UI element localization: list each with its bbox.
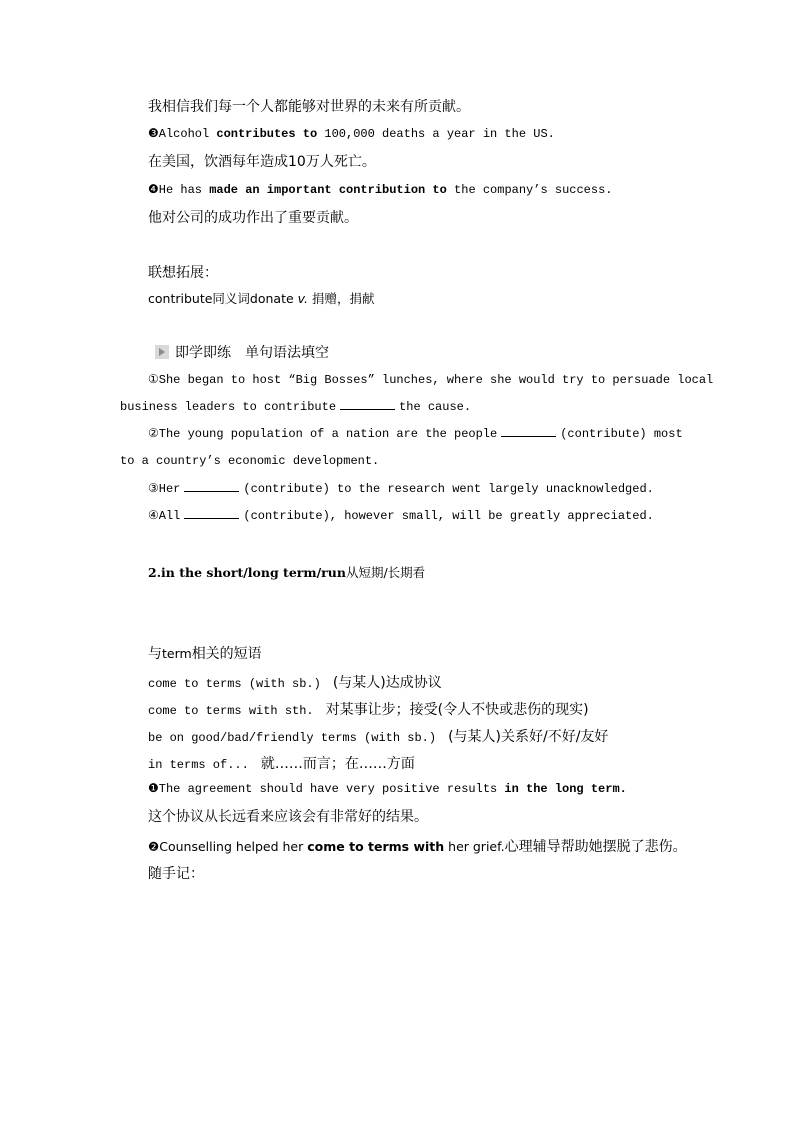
phrase-item: in terms of... 就……而言；在……方面 bbox=[148, 756, 415, 772]
translation: 他对公司的成功作出了重要贡献。 bbox=[148, 210, 358, 226]
key-phrase: contribution to bbox=[338, 183, 447, 197]
answer-blank[interactable] bbox=[184, 481, 239, 492]
text-line: 我相信我们每一个人都能够对世界的未来有所贡献。 bbox=[148, 99, 470, 115]
notes-label: 随手记： bbox=[148, 866, 204, 882]
arrow-right-icon bbox=[155, 345, 169, 359]
question-2: ②The young population of a nation are the people (contribute) most bbox=[148, 427, 683, 441]
question-4: ④All (contribute), however small, will be greatly appreciated. bbox=[148, 509, 654, 523]
answer-blank[interactable] bbox=[340, 399, 395, 410]
key-phrase: come to terms with bbox=[307, 839, 445, 854]
number-icon: ❸ bbox=[148, 127, 159, 141]
translation: 在美国，饮酒每年造成10万人死亡。 bbox=[148, 154, 376, 170]
phrase-item: be on good/bad/friendly terms (with sb.) (与某人)关系好/不好/友好 bbox=[148, 729, 609, 745]
phrase-item: come to terms with sth. 对某事让步；接受(令人不快或悲伤的现实) bbox=[148, 702, 589, 718]
section-title: 与term相关的短语 bbox=[148, 646, 262, 662]
number-icon: ❶ bbox=[148, 782, 159, 796]
example-sentence-4: ❹He has made an important contribution to the company’s success. bbox=[148, 183, 613, 197]
question-1-cont: business leaders to contribute the cause. bbox=[120, 400, 472, 414]
question-2-cont: to a country’s economic development. bbox=[120, 454, 380, 468]
number-icon: ❷ bbox=[148, 839, 160, 854]
example-sentence-3: ❸Alcohol contributes to 100,000 deaths a year in the US. bbox=[148, 127, 555, 141]
answer-blank[interactable] bbox=[501, 426, 556, 437]
key-phrase: made an important bbox=[209, 183, 332, 197]
translation: 这个协议从长远看来应该会有非常好的结果。 bbox=[148, 809, 428, 825]
question-3: ③Her (contribute) to the research went largely unacknowledged. bbox=[148, 482, 654, 496]
number-icon: ❹ bbox=[148, 183, 159, 197]
example-sentence-1: ❶The agreement should have very positive results in the long term. bbox=[148, 782, 627, 796]
key-phrase: contributes to bbox=[216, 127, 318, 141]
synonym-line: contribute同义词donate v. 捐赠，捐献 bbox=[148, 291, 375, 306]
answer-blank[interactable] bbox=[184, 508, 239, 519]
phrase-item: come to terms (with sb.) (与某人)达成协议 bbox=[148, 675, 442, 691]
key-phrase: in the long term. bbox=[504, 782, 627, 796]
section-title: 联想拓展： bbox=[148, 265, 218, 281]
phrase-heading: 2.in the short/long term/run从短期/长期看 bbox=[148, 565, 426, 580]
question-1: ①She began to host “Big Bosses” lunches, where she would try to persuade local bbox=[148, 373, 714, 387]
practice-heading: 即学即练 单句语法填空 bbox=[155, 342, 329, 362]
example-sentence-2: ❷Counselling helped her come to terms with her grief.心理辅导帮助她摆脱了悲伤。 bbox=[148, 839, 687, 855]
